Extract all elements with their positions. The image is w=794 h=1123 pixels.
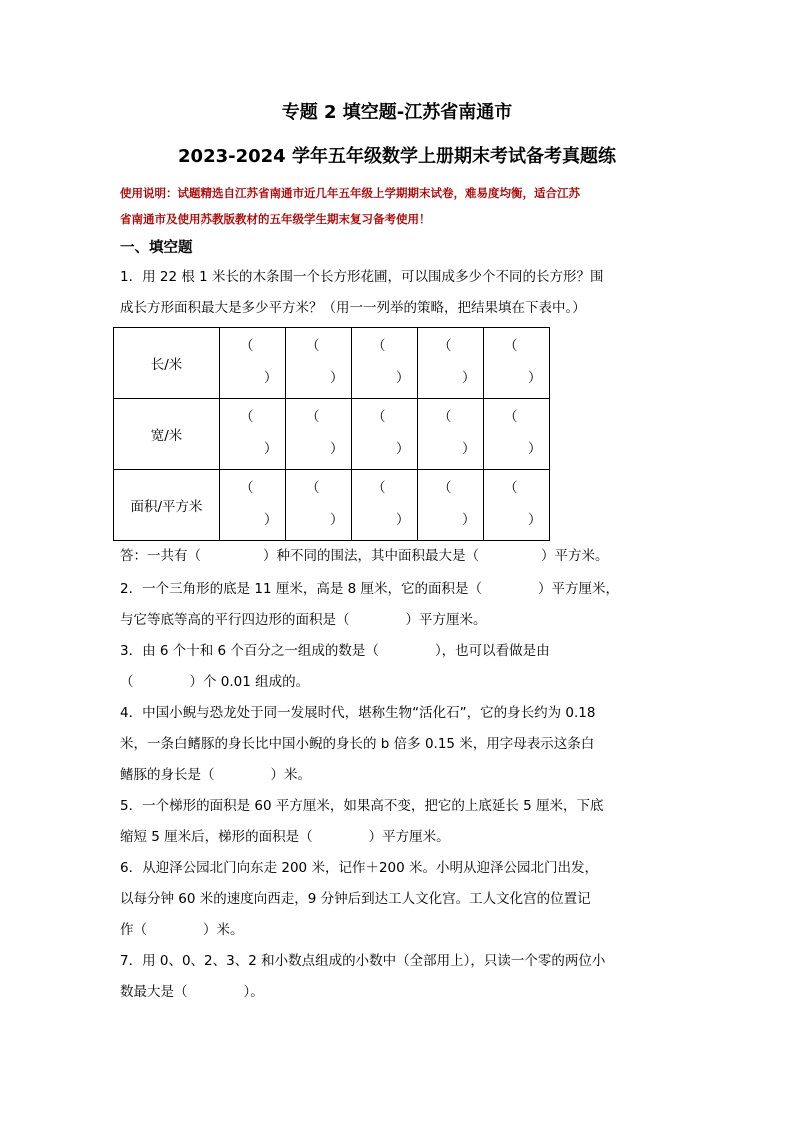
q5-text-b: ）平方厘米。 <box>368 829 450 845</box>
question-6-line-3 <box>120 915 690 946</box>
question-4-line-3 <box>120 760 690 791</box>
table-cell <box>286 470 352 541</box>
table-row-area <box>114 470 550 541</box>
question-4 <box>120 698 690 791</box>
q3-text-c: （ <box>120 674 134 690</box>
table-row-length <box>114 328 550 399</box>
question-6 <box>120 853 690 946</box>
q3-text-d: ）个 0.01 组成的。 <box>189 674 310 690</box>
question-3-line-1 <box>120 636 690 667</box>
table-cell <box>484 470 550 541</box>
table-cell <box>418 328 484 399</box>
table-row-width <box>114 399 550 470</box>
blank-open: （ <box>240 409 254 425</box>
section-heading: 一、填空题 <box>120 240 193 256</box>
blank-close: ） <box>462 512 476 528</box>
q2-text-b: ）平方厘米， <box>538 581 620 597</box>
question-7-line-1: 7．用 0、0、2、3、2 和小数点组成的小数中（全部用上），只读一个零的两位小 <box>120 953 606 969</box>
blank-open: （ <box>372 338 386 354</box>
blank-close: ） <box>330 441 344 457</box>
blank-open: （ <box>306 338 320 354</box>
answer-part-2: ）种不同的围法，其中面积最大是（ <box>263 548 479 564</box>
q7-text-b: ）。 <box>243 984 264 1000</box>
blank-close: ） <box>462 441 476 457</box>
blank-close: ） <box>528 512 542 528</box>
question-5-line-2 <box>120 822 690 853</box>
table-cell <box>286 399 352 470</box>
question-7 <box>120 946 690 1008</box>
blank-open: （ <box>438 409 452 425</box>
usage-note <box>120 180 685 232</box>
table-cell <box>352 470 418 541</box>
table-cell <box>352 328 418 399</box>
blank-open: （ <box>306 480 320 496</box>
blank-open: （ <box>372 480 386 496</box>
question-5 <box>120 791 690 853</box>
blank-open: （ <box>504 338 518 354</box>
q6-text-a: 作（ <box>120 922 147 938</box>
blank-open: （ <box>438 480 452 496</box>
answer-table <box>113 327 550 541</box>
table-cell <box>286 328 352 399</box>
q2-text-a: 2．一个三角形的底是 11 厘米，高是 8 厘米，它的面积是（ <box>120 581 483 597</box>
question-1-line-1: 1．用 22 根 1 米长的木条围一个长方形花圃，可以围成多少个不同的长方形？围 <box>120 269 604 285</box>
question-3-line-2 <box>120 667 690 698</box>
q2-text-d: ）平方厘米。 <box>405 612 487 628</box>
row-header-length: 长/米 <box>114 328 220 399</box>
q6-text-b: ）米。 <box>203 922 244 938</box>
blank-close: ） <box>330 370 344 386</box>
question-6-line-2: 以每分钟 60 米的速度向西走，9 分钟后到达工人文化宫。工人文化宫的位置记 <box>120 891 591 907</box>
table-cell <box>220 470 286 541</box>
blank-close: ） <box>396 370 410 386</box>
row-header-width: 宽/米 <box>114 399 220 470</box>
question-1-line-2: 成长方形面积最大是多少平方米？（用一一列举的策略，把结果填在下表中。） <box>120 300 586 316</box>
blank-close: ） <box>264 512 278 528</box>
title-line-1: 专题 2 填空题-江苏省南通市 <box>281 102 513 123</box>
question-7-line-2 <box>120 977 690 1008</box>
table-cell <box>418 470 484 541</box>
blank-close: ） <box>396 512 410 528</box>
question-1-text <box>120 262 690 324</box>
title-line-2: 2023-2024 学年五年级数学上册期末考试备考真题练 <box>178 146 616 167</box>
blank-open: （ <box>438 338 452 354</box>
blank-close: ） <box>330 512 344 528</box>
q7-text-a: 数最大是（ <box>120 984 188 1000</box>
question-6-line-1: 6．从迎泽公园北门向东走 200 米，记作＋200 米。小明从迎泽公园北门出发， <box>120 860 598 876</box>
answer-part-1: 答：一共有（ <box>120 548 201 564</box>
table-cell <box>220 328 286 399</box>
question-4-line-2: 米，一条白鳍豚的身长比中国小鲵的身长的 b 倍多 0.15 米，用字母表示这条白 <box>120 736 595 752</box>
blank-open: （ <box>504 480 518 496</box>
q2-text-c: 与它等底等高的平行四边形的面积是（ <box>120 612 350 628</box>
question-2-line-2 <box>120 605 690 636</box>
blank-open: （ <box>240 338 254 354</box>
question-2 <box>120 574 690 636</box>
blank-close: ） <box>462 370 476 386</box>
answer-part-3: ）平方米。 <box>541 548 609 564</box>
blank-close: ） <box>528 441 542 457</box>
table-cell <box>220 399 286 470</box>
usage-note-line-1: 使用说明：试题精选自江苏省南通市近几年五年级上学期期末试卷，难易度均衡，适合江苏 <box>120 186 580 200</box>
table-cell <box>484 399 550 470</box>
blank-close: ） <box>264 370 278 386</box>
table-cell <box>352 399 418 470</box>
q4-text-a: 鳍豚的身长是（ <box>120 767 215 783</box>
blank-open: （ <box>372 409 386 425</box>
blank-close: ） <box>264 441 278 457</box>
table-cell <box>484 328 550 399</box>
question-2-line-1 <box>120 574 690 605</box>
row-header-area: 面积/平方米 <box>114 470 220 541</box>
question-1-answer <box>120 544 690 568</box>
q4-text-b: ）米。 <box>270 767 311 783</box>
blank-open: （ <box>306 409 320 425</box>
q5-text-a: 缩短 5 厘米后，梯形的面积是（ <box>120 829 313 845</box>
blank-open: （ <box>504 409 518 425</box>
q3-text-a: 3．由 6 个十和 6 个百分之一组成的数是（ <box>120 643 379 659</box>
blank-open: （ <box>240 480 254 496</box>
blank-close: ） <box>528 370 542 386</box>
question-3 <box>120 636 690 698</box>
usage-note-line-2: 省南通市及使用苏教版教材的五年级学生期末复习备考使用！ <box>120 212 431 226</box>
question-4-line-1: 4．中国小鲵与恐龙处于同一发展时代，堪称生物“活化石”，它的身长约为 0.18 <box>120 705 596 721</box>
blank-close: ） <box>396 441 410 457</box>
table-cell <box>418 399 484 470</box>
question-5-line-1: 5．一个梯形的面积是 60 平方厘米，如果高不变，把它的上底延长 5 厘米，下底 <box>120 798 604 814</box>
q3-text-b: ），也可以看做是由 <box>434 643 550 659</box>
